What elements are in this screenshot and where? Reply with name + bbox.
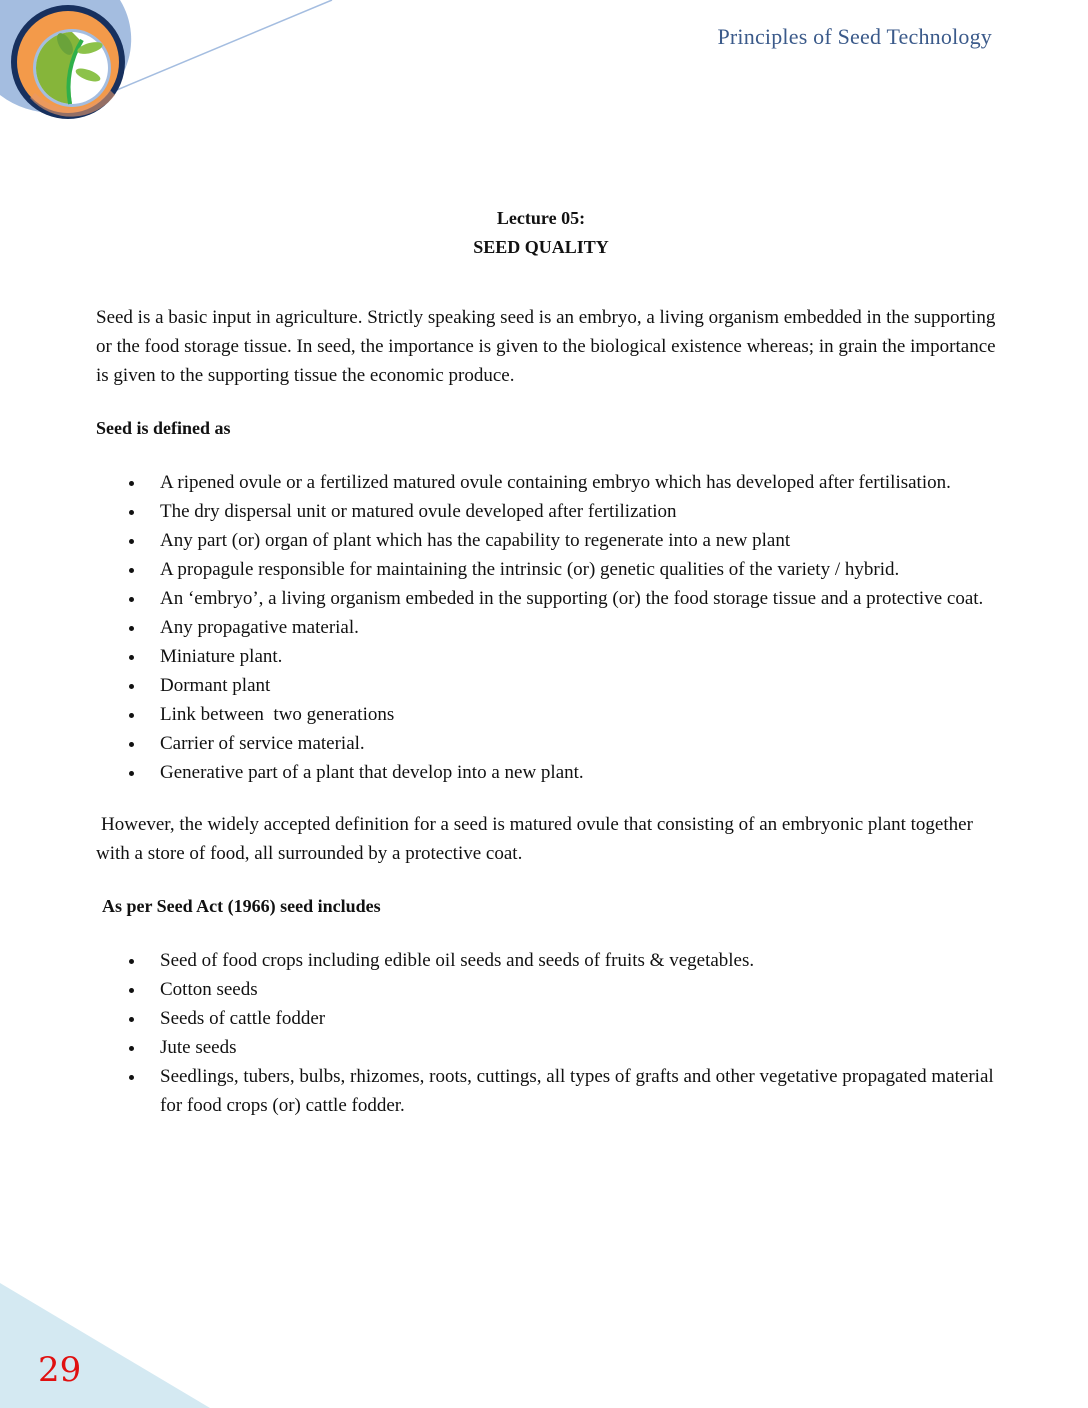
seedling-logo-icon (0, 0, 340, 130)
list-item: Jute seeds (96, 1033, 996, 1062)
list-item: A ripened ovule or a fertilized matured ovule containing embryo which has developed after fertilisation. (96, 468, 996, 497)
list-item: Cotton seeds (96, 975, 996, 1004)
list-item: Carrier of service material. (96, 729, 996, 758)
list-item: Seed of food crops including edible oil seeds and seeds of fruits & vegetables. (96, 946, 996, 975)
bullet-icon (129, 568, 134, 573)
list-item: Any part (or) organ of plant which has the capability to regenerate into a new plant (96, 526, 996, 555)
list-item: Link between two generations (96, 700, 996, 729)
accepted-definition-paragraph: However, the widely accepted definition for a seed is matured ovule that consisting of an embryonic plant together with a store of food, all surrounded by a protective coat. (96, 814, 973, 864)
bullet-icon (129, 655, 134, 660)
bullet-icon (129, 510, 134, 515)
bullet-icon (129, 481, 134, 486)
list-item: The dry dispersal unit or matured ovule developed after fertilization (96, 497, 996, 526)
list-item: Any propagative material. (96, 613, 996, 642)
bullet-icon (129, 1017, 134, 1022)
list-item: An ‘embryo’, a living organism embeded in the supporting (or) the food storage tissue and a protective coat. (96, 584, 996, 613)
footer-corner-decoration (0, 1283, 210, 1408)
definitions-list (96, 468, 996, 787)
bullet-icon (129, 988, 134, 993)
definitions-heading: Seed is defined as (96, 418, 231, 438)
intro-paragraph: Seed is a basic input in agriculture. Strictly speaking seed is an embryo, a living organism embedded in the supporting or the food storage tissue. In seed, the importance is given to the biological existence whereas; in grain the importance is given to the supporting tissue the economic produce. (96, 307, 996, 386)
list-item: Seeds of cattle fodder (96, 1004, 996, 1033)
bullet-icon (129, 626, 134, 631)
list-item: Generative part of a plant that develop into a new plant. (96, 758, 996, 787)
bullet-icon (129, 742, 134, 747)
list-item: Dormant plant (96, 671, 996, 700)
lecture-title: SEED QUALITY (473, 237, 609, 257)
seed-act-heading: As per Seed Act (1966) seed includes (102, 896, 381, 916)
bullet-icon (129, 539, 134, 544)
list-item: Miniature plant. (96, 642, 996, 671)
running-header-title: Principles of Seed Technology (717, 24, 992, 49)
page-number: 29 (38, 1350, 82, 1390)
bullet-icon (129, 1075, 134, 1080)
page-content (96, 204, 996, 1120)
bullet-icon (129, 713, 134, 718)
list-item: A propagule responsible for maintaining the intrinsic (or) genetic qualities of the variety / hybrid. (96, 555, 996, 584)
lecture-number: Lecture 05: (496, 208, 586, 228)
bullet-icon (129, 684, 134, 689)
list-item: Seedlings, tubers, bulbs, rhizomes, roots, cuttings, all types of grafts and other vegetative propagated material for food crops (or) cattle fodder. (96, 1062, 996, 1120)
bullet-icon (129, 597, 134, 602)
header-logo (0, 0, 340, 130)
bullet-icon (129, 1046, 134, 1051)
bullet-icon (129, 959, 134, 964)
lecture-heading (86, 204, 996, 262)
bullet-icon (129, 771, 134, 776)
seed-act-list (96, 946, 996, 1120)
